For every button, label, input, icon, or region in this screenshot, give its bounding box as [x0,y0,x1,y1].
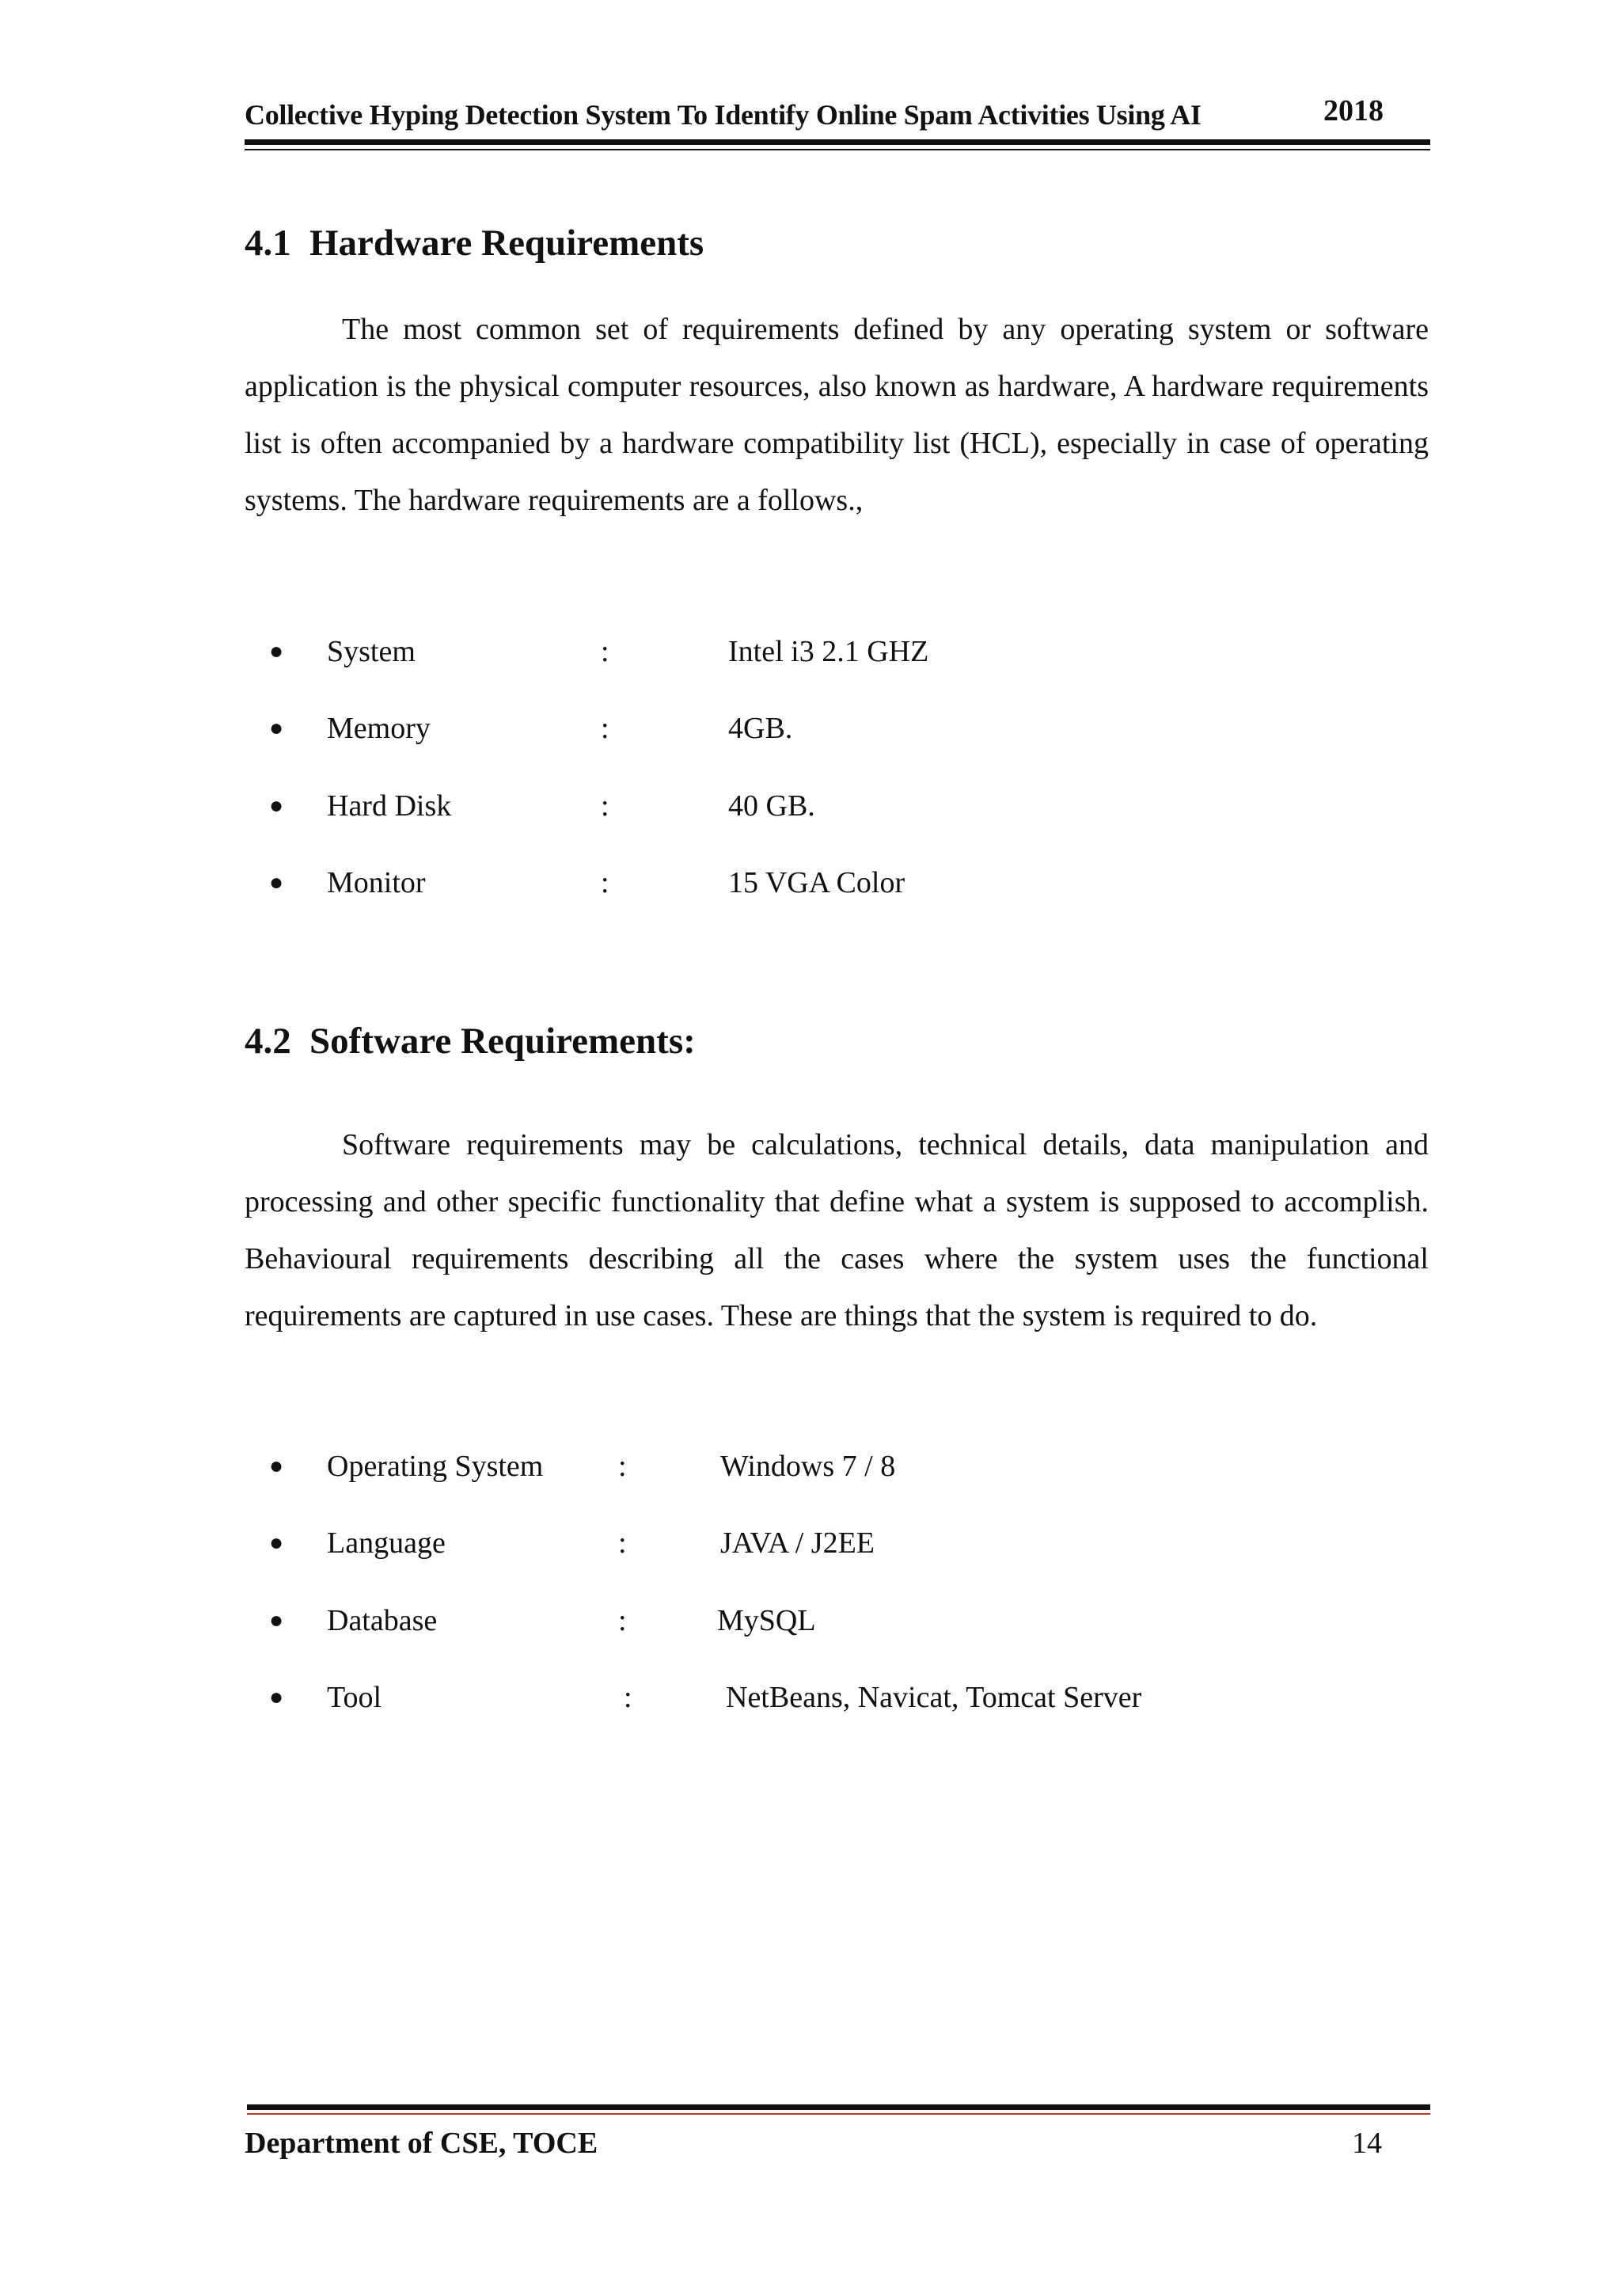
requirement-value: 4GB. [728,712,793,745]
requirement-label: Memory [327,712,431,745]
section-heading-software [245,1020,696,1062]
footer-rule-thin [247,2113,1430,2115]
bullet-icon: ● [269,1453,284,1479]
running-header-title: Collective Hyping Detection System To Identify Online Spam Activities Using AI [245,99,1202,131]
requirement-separator: : [618,1450,627,1483]
paragraph-text: Software requirements may be calculations, technical details, data manipulation and processing and other specific functionality that define what a system is supposed to accomplish. Behavioural requirements describing all the cases where the system uses the functional requirements are captured in use cases. These are things that the system is required to do. [245,1128,1429,1332]
requirement-separator: : [601,789,609,823]
bullet-icon: ● [269,1530,284,1556]
requirement-label: Hard Disk [327,789,452,823]
section-heading-hardware [245,222,704,264]
section-title: Hardware Requirements [309,222,704,264]
page-number: 14 [1352,2127,1382,2160]
requirement-separator: : [624,1681,632,1714]
bullet-icon: ● [269,715,284,741]
requirement-value: 40 GB. [728,789,815,823]
requirement-label: Operating System [327,1450,544,1483]
section-number: 4.2 [245,1021,291,1062]
bullet-icon: ● [269,1684,284,1710]
requirement-label: Monitor [327,866,426,899]
requirement-value: 15 VGA Color [728,866,905,899]
header-rule-thin [245,149,1430,150]
requirement-separator: : [601,712,609,745]
bullet-icon: ● [269,869,284,895]
header-rule-thick [245,139,1430,145]
requirement-separator: : [618,1526,627,1560]
footer-department: Department of CSE, TOCE [245,2127,598,2160]
requirement-label: Database [327,1604,438,1637]
requirement-label: Language [327,1526,446,1560]
section-number: 4.1 [245,222,291,264]
requirement-value: MySQL [717,1604,816,1637]
requirement-value: Intel i3 2.1 GHZ [728,635,929,668]
section-title: Software Requirements: [309,1021,696,1062]
paragraph-text: The most common set of requirements defined by any operating system or software application is the physical computer resources, also known as hardware, A hardware requirements list is often accompanied by a hardware compatibility list (HCL), especially in case of operating systems. The hardware requirements are a follows., [245,313,1429,517]
requirement-separator: : [601,866,609,899]
running-header-year: 2018 [1323,94,1384,127]
requirement-label: System [327,635,416,668]
requirement-value: Windows 7 / 8 [720,1450,896,1483]
footer-rule-thick [247,2104,1430,2110]
requirement-value: JAVA / J2EE [720,1526,875,1560]
requirement-label: Tool [327,1681,382,1714]
bullet-icon: ● [269,793,284,819]
bullet-icon: ● [269,1607,284,1633]
bullet-icon: ● [269,638,284,664]
requirement-separator: : [618,1604,627,1637]
requirement-separator: : [601,635,609,668]
software-paragraph [245,1116,1429,1344]
requirement-value: NetBeans, Navicat, Tomcat Server [726,1681,1142,1714]
hardware-paragraph [245,301,1429,529]
